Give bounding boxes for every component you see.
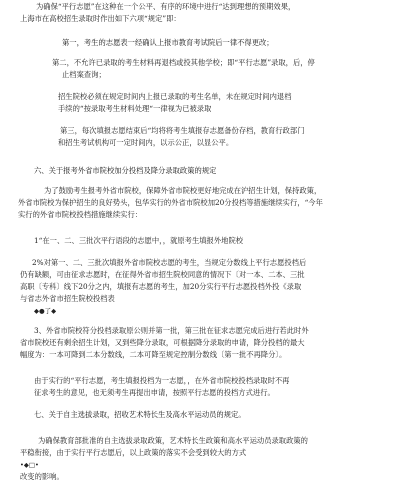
text-line: 仍有缺额，可由征求志愿时，在征得外省市招生院校同意的情况下〔对一本、二本、三批 (20, 270, 305, 279)
text-line: 第二，不允许已录取的考生材料再退档或投其他学校；即“平行志愿”录取，后，停 (52, 58, 315, 67)
text-line: 由于实行的“平行志愿，考生填报投档为一志愿，，在外省市院校投档录取时不再 (34, 376, 290, 385)
text-line: 3、外省市院校符分投档录取原公则并第一批，第三批在征求志愿完成后进行若此时外 (34, 326, 309, 335)
text-line: 实行的外省市院校投档措施继续实行： (18, 210, 143, 219)
text-line: ◆●了◆ (34, 307, 57, 315)
text-line: 为确保“平行志愿”在这种在一个公平、有序的环境中进行“达到理想的预期效果， (36, 2, 296, 11)
text-line: 2%对第一、二、三批次填报外省市院校志愿的考生，当规定分数线上平行志愿投档后 (32, 258, 307, 267)
text-line: 幅度为：一本可降到二本分数线，二本可降至规定控制分数线〔第一批不再降分〕。 (20, 350, 287, 359)
text-line: 第一，考生的志愿表一经确认上报市教育考试院后一律不得更改； (62, 38, 274, 47)
text-line: 1“在一、二、三批次平行语段的志愿中，，就原考生填报外地院校 (34, 236, 244, 245)
text-line: 手续的“按录取考生材料处理“一律视为已被录取 (58, 104, 212, 113)
text-line: 与省志外省市招生院校投档表 (20, 294, 115, 303)
text-line: 征求考生的意见，也无须考生再提出申请，按照平行志愿的投档方式进行。 (34, 388, 275, 397)
section-heading: 六、关于报考外省市院校加分投档及降分录取政策的规定 (34, 166, 217, 175)
text-line: 为了鼓励考生报考外省市院校，保障外省市院校更好地完成在沪招生计划，保持政策， (44, 186, 322, 195)
text-line: 招生院校必须在规定时间内上报已录取的考生名单，未在规定时间内退档 (58, 92, 292, 101)
text-line: 高职〔专科〕线下20分之内，填报有志愿的考生，加20分实行平行志愿投档外投《录取 (20, 282, 302, 291)
text-line: •◆□• (20, 461, 39, 469)
text-line: 和招生考试机构可一定时间内，以示公正，以显公平。 (58, 138, 234, 147)
text-line: 止档案查询； (62, 70, 106, 79)
text-line: 上海市在高校招生录取时作出如下六项“规定”即： (20, 14, 181, 23)
text-line: 改变的影响。 (20, 472, 64, 481)
text-line: 平稳衔接，由于实行平行志愿后，以上政策的落实不会受到较大的方式 (20, 448, 247, 457)
text-line: 第三，每次填报志愿结束后“均将将考生填报存志愿备份存档，教育行政部门 (60, 126, 305, 135)
text-line: 为确保教育部批准的自主选拔录取政策，艺术特长生政策和高水平运动员录取政策的 (38, 436, 308, 445)
section-heading: 七、关于自主选拔录取，招收艺术特长生及高水平运动员的规定。 (34, 410, 246, 419)
text-line: 外省市院校为保护招生的良好势头，包华实行的外省市院校加20分投档等措施继续实行，“今年 (18, 198, 323, 207)
text-line: 省市院校还有剩余招生计划，又到些降分录取，可根据降分录取的申请，降分投档的最大 (20, 338, 305, 347)
